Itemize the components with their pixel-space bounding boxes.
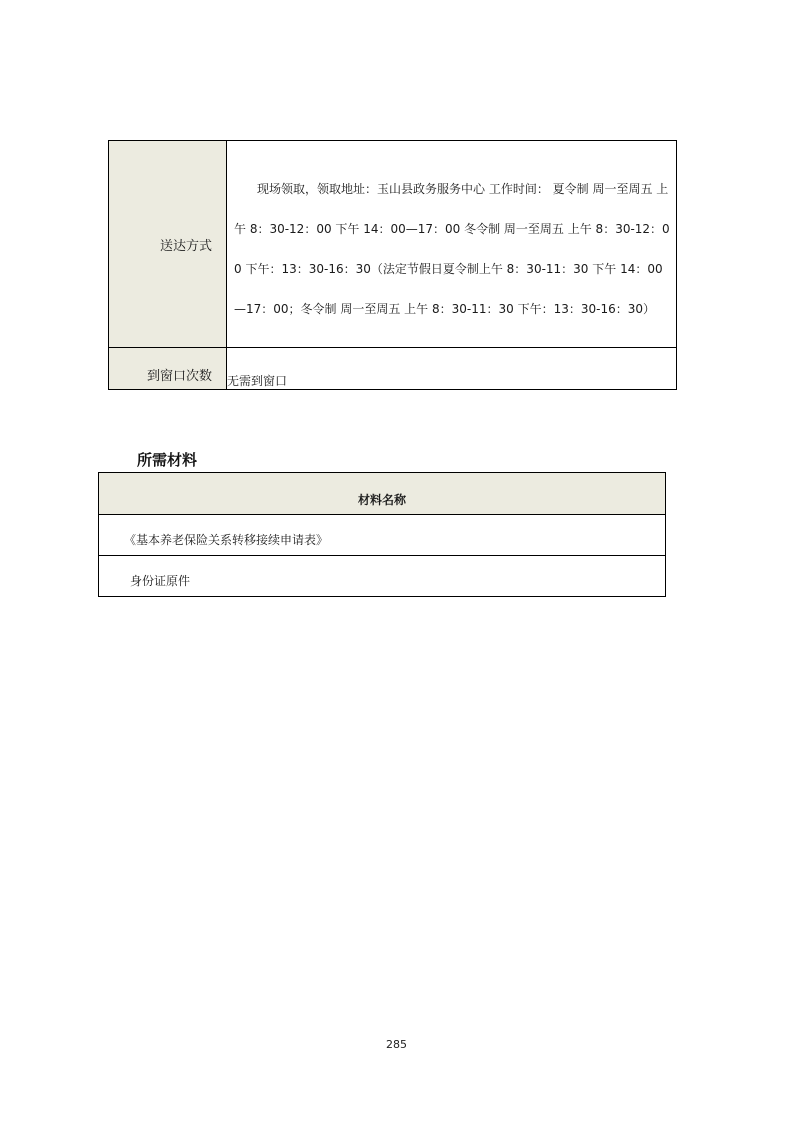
material-item: 《基本养老保险关系转移接续申请表》 (99, 515, 666, 556)
page-number: 285 (386, 1038, 407, 1051)
material-row (99, 515, 666, 556)
window-visits-label: 到窗口次数 (109, 348, 227, 390)
materials-table (98, 472, 666, 597)
materials-heading: 所需材料 (137, 451, 198, 469)
material-item: 身份证原件 (99, 556, 666, 597)
delivery-method-value: 现场领取，领取地址：玉山县政务服务中心 工作时间： 夏令制 周一至周五 上午 8：30-12：00 下午 14：00—17：00 冬令制 周一至周五 上午 8：30-12：00 下午：13：30-16：30（法定节假日夏令制上午 8：30-11：30 下午 14：00—17：00；冬令制 周一至周五 上午 8：30-11：30 下午：13：30-16：30） (234, 182, 670, 316)
window-visits-row (109, 348, 677, 390)
delivery-method-label: 送达方式 (109, 141, 227, 348)
materials-header-row (99, 473, 666, 515)
delivery-method-cell (227, 141, 677, 348)
service-info-table (108, 140, 677, 390)
window-visits-value: 无需到窗口 (227, 348, 677, 390)
material-name-column-header: 材料名称 (99, 473, 666, 515)
delivery-method-row (109, 141, 677, 348)
material-row (99, 556, 666, 597)
